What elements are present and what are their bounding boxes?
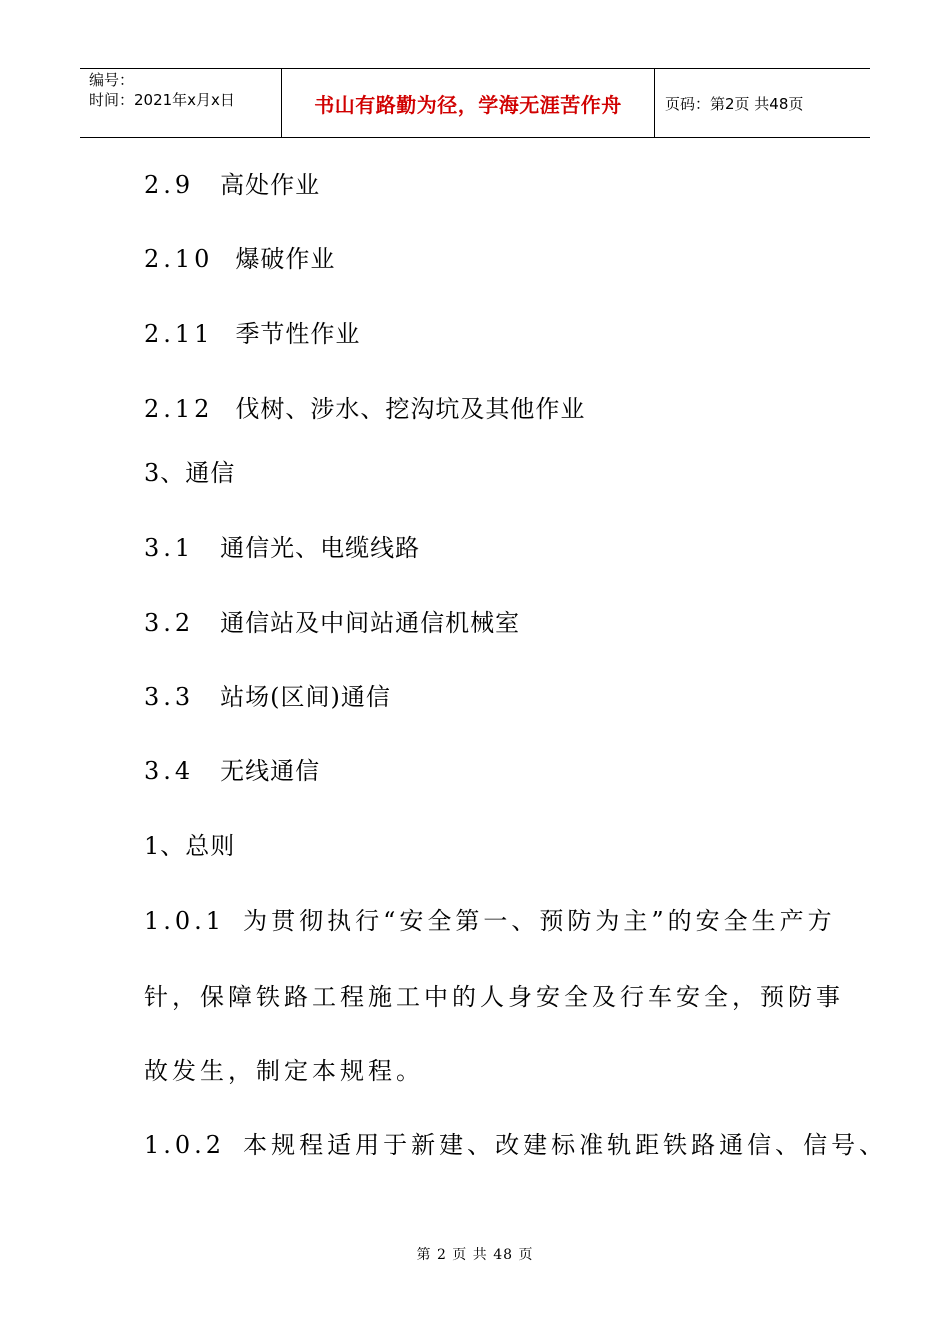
section-number: 3.3 <box>144 683 195 711</box>
section-number: 3.4 <box>144 757 195 785</box>
toc-item-2-11 <box>144 319 360 349</box>
chapter-title: 1、总则 <box>144 832 236 860</box>
toc-item-2-12 <box>144 394 585 424</box>
toc-item-3-4 <box>144 756 320 786</box>
chapter-heading-1 <box>144 831 235 861</box>
toc-item-3-3 <box>144 682 391 712</box>
clause-1-0-1-line-2 <box>144 982 844 1012</box>
section-number: 2.12 <box>144 395 214 423</box>
toc-item-2-10 <box>144 244 335 274</box>
toc-item-3-2 <box>144 608 520 638</box>
section-title: 通信站及中间站通信机械室 <box>220 609 521 637</box>
clause-1-0-1-line-3 <box>144 1056 424 1086</box>
header-meta <box>80 69 282 137</box>
clause-number: 1.0.1 <box>144 907 226 935</box>
section-title: 季节性作业 <box>235 320 361 348</box>
toc-item-3-1 <box>144 533 420 563</box>
section-title: 站场(区间)通信 <box>220 683 391 711</box>
section-number: 2.11 <box>144 320 214 348</box>
toc-item-2-9 <box>144 170 320 200</box>
clause-number: 1.0.2 <box>144 1131 226 1159</box>
clause-text: 为贯彻执行“安全第一、预防为主”的安全生产方 <box>243 907 836 935</box>
clause-text: 本规程适用于新建、改建标准轨距铁路通信、信号、 <box>243 1131 888 1159</box>
section-title: 高处作业 <box>220 171 321 199</box>
clause-1-0-2-line-1 <box>144 1130 887 1160</box>
section-number: 3.2 <box>144 609 195 637</box>
section-heading: 3、通信 <box>144 459 236 487</box>
clause-text: 针，保障铁路工程施工中的人身安全及行车安全，预防事 <box>144 983 844 1011</box>
section-title: 爆破作业 <box>235 245 336 273</box>
document-time-label: 时间：2021年x月x日 <box>89 91 235 109</box>
page-header <box>80 68 870 138</box>
header-motto: 书山有路勤为径，学海无涯苦作舟 <box>282 69 655 137</box>
toc-heading-3 <box>144 458 235 488</box>
clause-text: 故发生，制定本规程。 <box>144 1057 424 1085</box>
header-page-info: 页码：第2页 共48页 <box>665 94 804 113</box>
section-title: 通信光、电缆线路 <box>220 534 421 562</box>
page-footer: 第 2 页 共 48 页 <box>416 1247 534 1263</box>
section-number: 2.10 <box>144 245 214 273</box>
section-title: 伐树、涉水、挖沟坑及其他作业 <box>235 395 586 423</box>
clause-1-0-1-line-1 <box>144 906 836 936</box>
section-title: 无线通信 <box>220 757 321 785</box>
section-number: 2.9 <box>144 171 195 199</box>
document-number-label: 编号： <box>89 71 135 89</box>
section-number: 3.1 <box>144 534 195 562</box>
